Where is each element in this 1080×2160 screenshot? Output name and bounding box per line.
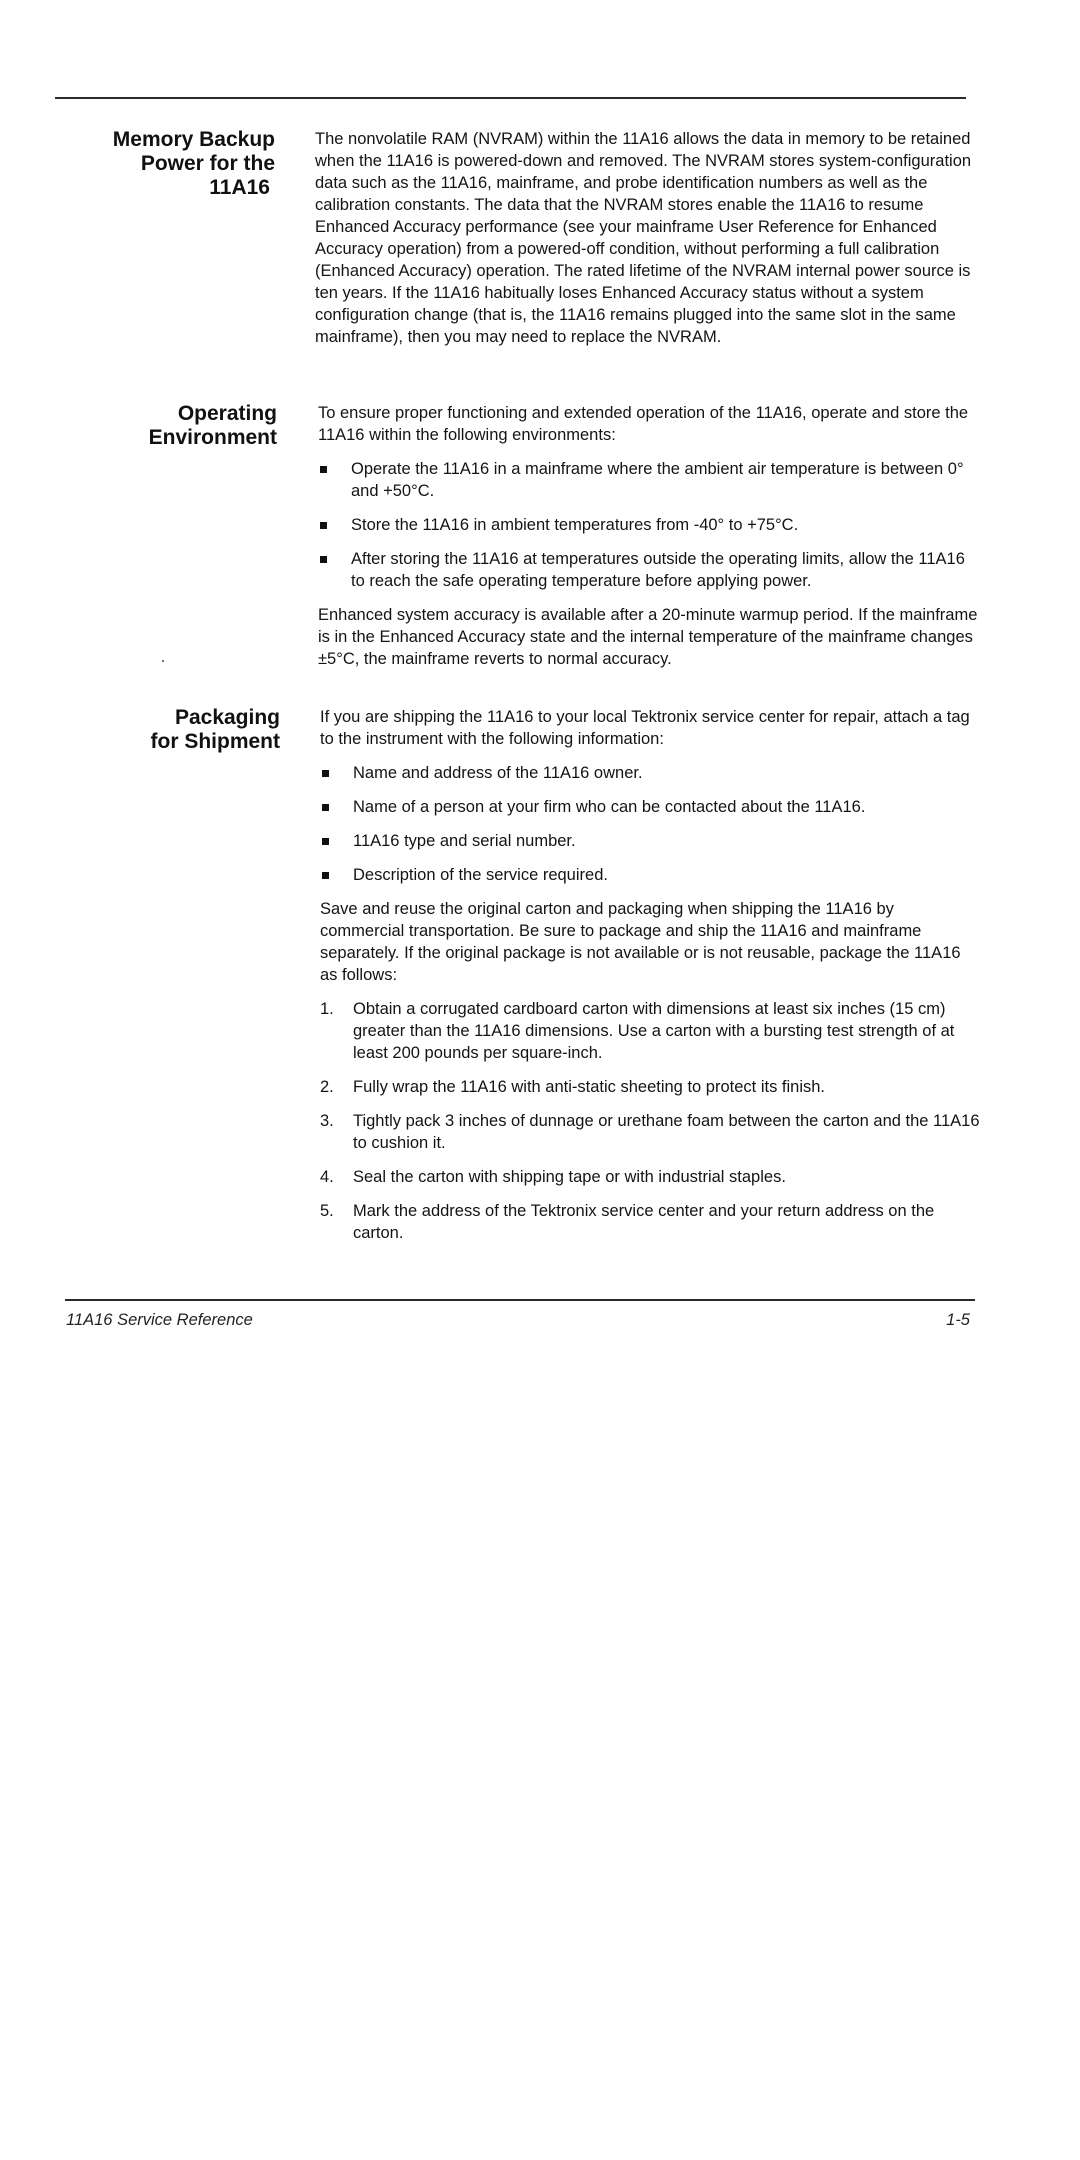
heading-line: Environment: [148, 426, 277, 449]
step-number: 2.: [320, 1078, 334, 1096]
middle-paragraph: Save and reuse the original carton and packaging when shipping the 11A16 by commercial transportation. Be sure to package and ship the 11A16 and mainframe separately. If the original package is not available or is not reusable, package the 11A16 as follows:: [320, 900, 961, 984]
list-item-text: Description of the service required.: [353, 866, 608, 884]
tag-info-list: [320, 762, 980, 886]
list-item-text: After storing the 11A16 at temperatures outside the operating limits, allow the 11A16 to reach the safe operating temperature before applying power.: [351, 550, 965, 590]
square-bullet-icon: [320, 556, 327, 563]
list-item-text: 11A16 type and serial number.: [353, 832, 576, 850]
step-item: [320, 1076, 980, 1098]
section-heading: [25, 128, 275, 200]
header-rule: [55, 97, 966, 99]
list-item: [318, 548, 978, 592]
step-item: [320, 1200, 980, 1244]
packaging-steps: [320, 998, 980, 1244]
heading-line: 11A16: [209, 176, 270, 199]
square-bullet-icon: [322, 872, 329, 879]
square-bullet-icon: [320, 466, 327, 473]
section-body: [315, 128, 975, 360]
list-item-text: Operate the 11A16 in a mainframe where the ambient air temperature is between 0° and +50°C.: [351, 460, 964, 500]
paragraph: The nonvolatile RAM (NVRAM) within the 11A16 allows the data in memory to be retained when the 11A16 is powered-down and removed. The NVRAM stores system-configuration data such as the 11A16, mainframe, and probe identification numbers as well as the calibration constants. The data that the NVRAM stores enable the 11A16 to resume Enhanced Accuracy performance (see your mainframe User Reference for Enhanced Accuracy operation) from a powered-off condition, without performing a full calibration (Enhanced Accuracy) operation. The rated lifetime of the NVRAM internal power source is ten years. If the 11A16 habitually loses Enhanced Accuracy status without a system configuration change (that is, the 11A16 remains plugged into the same slot in the same mainframe), then you may need to replace the NVRAM.: [315, 130, 972, 346]
section-heading: [27, 402, 277, 450]
page-number: 1-5: [946, 1311, 970, 1329]
step-text: Mark the address of the Tektronix service center and your return address on the carton.: [353, 1202, 935, 1242]
square-bullet-icon: [320, 522, 327, 529]
heading-line: Operating: [177, 402, 277, 425]
list-item-text: Name and address of the 11A16 owner.: [353, 764, 643, 782]
scan-speck: [162, 660, 164, 662]
step-number: 5.: [320, 1202, 334, 1220]
list-item-text: Name of a person at your firm who can be contacted about the 11A16.: [353, 798, 866, 816]
heading-line: Power for the: [140, 152, 275, 175]
step-text: Obtain a corrugated cardboard carton with dimensions at least six inches (15 cm) greater than the 11A16 dimensions. Use a carton with a bursting test strength of at least 200 pounds per square-inch.: [353, 1000, 955, 1062]
list-item: [318, 514, 978, 536]
step-number: 3.: [320, 1112, 334, 1130]
step-text: Seal the carton with shipping tape or with industrial staples.: [353, 1168, 786, 1186]
step-number: 1.: [320, 1000, 334, 1018]
environment-list: [318, 458, 978, 592]
step-item: [320, 1110, 980, 1154]
list-item: [320, 830, 980, 852]
step-text: Tightly pack 3 inches of dunnage or urethane foam between the carton and the 11A16 to cushion it.: [353, 1112, 980, 1152]
intro-paragraph: To ensure proper functioning and extended operation of the 11A16, operate and store the 11A16 within the following environments:: [318, 404, 969, 444]
list-item: [320, 762, 980, 784]
step-item: [320, 1166, 980, 1188]
square-bullet-icon: [322, 838, 329, 845]
list-item: [318, 458, 978, 502]
heading-line: Packaging: [174, 706, 280, 729]
square-bullet-icon: [322, 770, 329, 777]
section-body: [320, 706, 980, 1256]
section-body: [318, 402, 978, 682]
step-item: [320, 998, 980, 1064]
step-text: Fully wrap the 11A16 with anti-static sheeting to protect its finish.: [353, 1078, 826, 1096]
list-item-text: Store the 11A16 in ambient temperatures from -40° to +75°C.: [351, 516, 799, 534]
step-number: 4.: [320, 1168, 334, 1186]
footer-rule: [65, 1299, 975, 1301]
intro-paragraph: If you are shipping the 11A16 to your local Tektronix service center for repair, attach a tag to the instrument with the following information:: [320, 708, 970, 748]
list-item: [320, 796, 980, 818]
outro-paragraph: Enhanced system accuracy is available after a 20-minute warmup period. If the mainframe is in the Enhanced Accuracy state and the internal temperature of the mainframe changes ±5°C, the mainframe reverts to normal accuracy.: [318, 606, 978, 668]
square-bullet-icon: [322, 804, 329, 811]
footer-title: 11A16 Service Reference: [66, 1311, 253, 1329]
heading-line: for Shipment: [150, 730, 280, 753]
section-heading: [30, 706, 280, 754]
list-item: [320, 864, 980, 886]
heading-line: Memory Backup: [112, 128, 275, 151]
